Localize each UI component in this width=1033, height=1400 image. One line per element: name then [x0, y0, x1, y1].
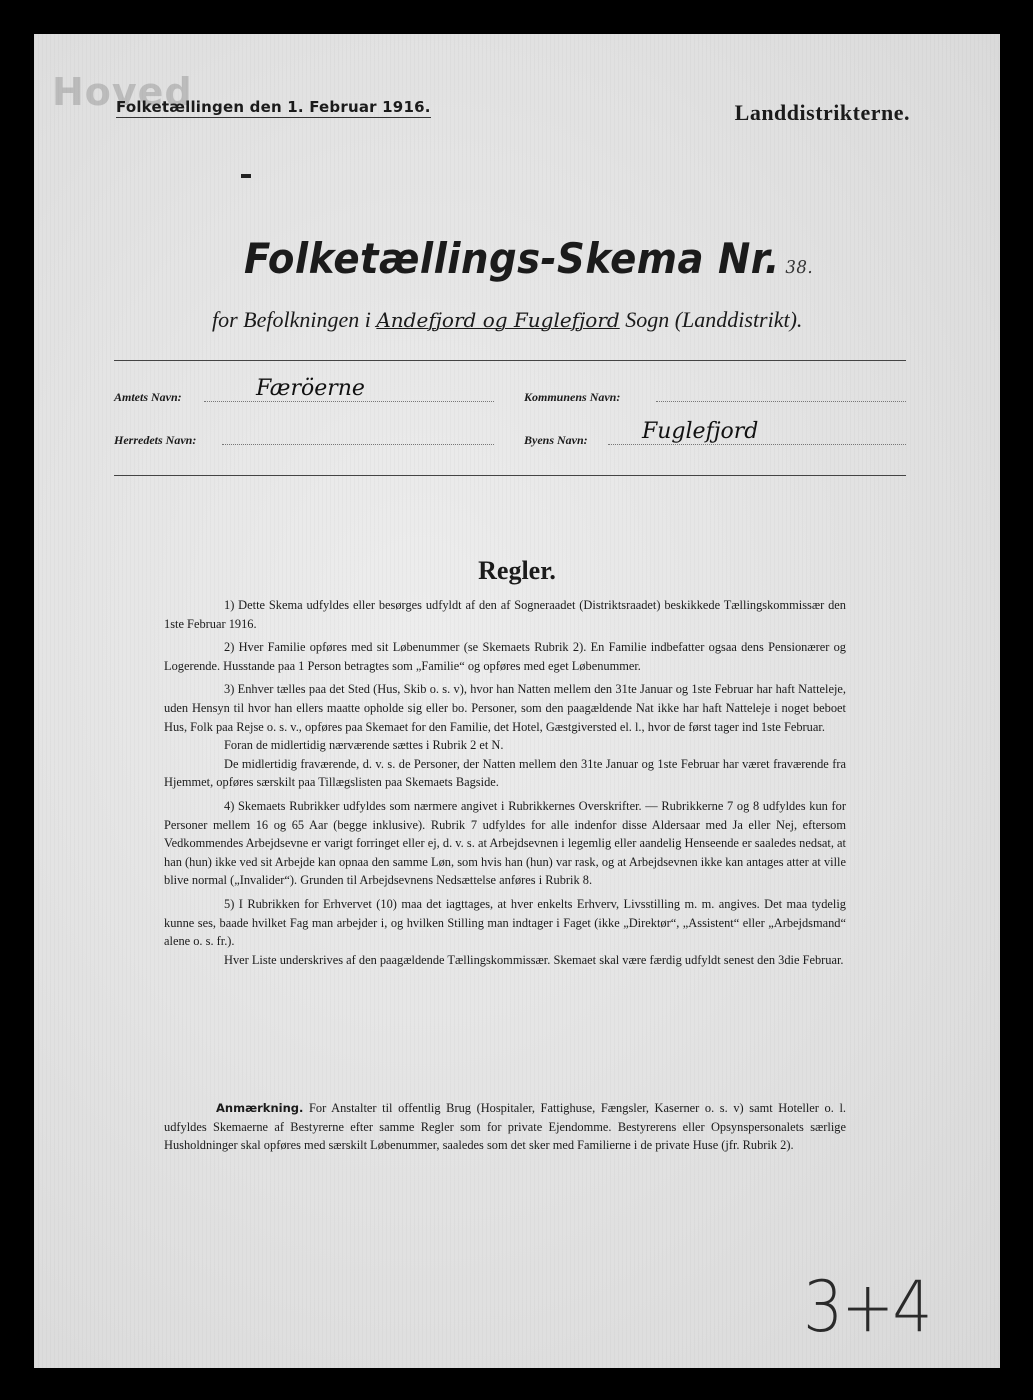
rules-title: Regler. [478, 556, 556, 585]
rule-paragraph: 1) Dette Skema udfyldes eller besørges udfyldt af den af Sogneraadet (Distriktsraadet) beskikkede Tællingskommissær den 1ste Februar 1916. [164, 598, 846, 631]
district-type-header: Landdistrikterne. [734, 100, 910, 125]
rule-paragraph: 3) Enhver tælles paa det Sted (Hus, Skib o. s. v), hvor han Natten mellem den 31te Januar og 1ste Februar har haft Natteleje, uden Hensyn til hvor han ellers maatte opholde sig eller bo. Personer, som den paagældende Nat ikke har haft Natteleje i noget beboet Hus, Folk paa Rejse o. s. v., opføres paa Skemaet for den Familie, det Hotel, Gæstgiversted el. l., hvor de først tager ind 1ste Februar. [164, 682, 846, 734]
pencil-annotation: 3+4 [803, 1266, 931, 1348]
census-date-header: Folketællingen den 1. Februar 1916. [116, 98, 431, 116]
ink-mark [241, 174, 251, 178]
rule-paragraph: 4) Skemaets Rubrikker udfyldes som nærmere angivet i Rubrikkernes Overskrifter. — Rubrikkerne 7 og 8 udfyldes kun for Personer mellem 16 og 65 Aar (begge inklusive). Rubrik 7 udfyldes for alle indenfor disse Aldersaar med Ja eller Nej, eftersom Vedkommendes Arbejdsevne er varigt forringet eller ej, d. v. s. at Arbejdsevnen i legemlig eller aandelig Henseende er saaledes nedsat, at han (hun) ikke ved sit Arbejde kan opnaa den samme Løn, som hvis han (hun) var rask, og at Arbejdsevnen ikke kan antages atter at ville blive normal („Invalider“). Grunden til Arbejdsevnens Nedsættelse anføres i Rubrik 8. [164, 798, 846, 888]
herred-label: Herredets Navn: [114, 433, 197, 447]
amt-value: Færöerne [256, 376, 365, 401]
rule-paragraph: De midlertidig fraværende, d. v. s. de Personer, der Natten mellem den 31te Januar og 1ste Februar har været fraværende fra Hjemmet, opføres særskilt paa Tillægslisten paa Skemaets Bagside. [164, 756, 846, 790]
hoved-stamp: Hoved [52, 70, 193, 114]
census-form-page [34, 34, 1000, 1368]
remark-label: Anmærkning. [216, 1101, 304, 1115]
divider-bottom [114, 475, 906, 476]
rule-paragraph: Foran de midlertidig nærværende sættes i Rubrik 2 et N. [224, 738, 504, 753]
amt-line [204, 401, 494, 402]
subtitle-suffix: Sogn (Landdistrikt). [625, 307, 803, 332]
rules-body [164, 596, 846, 974]
amt-label: Amtets Navn: [114, 390, 182, 404]
herred-line [222, 444, 494, 445]
kommune-label: Kommunens Navn: [524, 390, 621, 404]
remark-text: For Anstalter til offentlig Brug (Hospitaler, Fattighuse, Fængsler, Kaserner o. s. v) samt Hoteller o. l. udfyldes Skemaerne af Bestyrerne efter samme Regler som for private Ejendomme. Bestyrerens eller Opsynspersonalets særlige Husholdninger skal opføres med særskilt Løbenummer, saaledes som det sker med Familierne i de private Huse (jfr. Rubrik 2). [164, 1101, 846, 1153]
kommune-line [656, 401, 906, 402]
divider-top [114, 360, 906, 361]
by-value: Fuglefjord [642, 419, 759, 444]
form-title-text: Folketællings-Skema Nr. [244, 234, 780, 283]
parish-name: Andefjord og Fuglefjord [376, 308, 620, 332]
by-line [608, 444, 906, 445]
subtitle-prefix: for Befolkningen i [212, 307, 371, 332]
by-label: Byens Navn: [524, 433, 588, 447]
rule-paragraph: Hver Liste underskrives af den paagældende Tællingskommissær. Skemaet skal være færdig udfyldt senest den 3die Februar. [224, 952, 844, 967]
form-number: 38. [785, 257, 814, 278]
form-subtitle [212, 307, 802, 333]
form-title [244, 234, 813, 283]
remark-paragraph [164, 1099, 846, 1155]
rule-paragraph: 2) Hver Familie opføres med sit Løbenummer (se Skemaets Rubrik 2). En Familie indbefatter ogsaa dens Pensionærer og Logerende. Husstande paa 1 Person betragtes som „Familie“ og opføres med eget Løbenummer. [164, 640, 846, 673]
rule-paragraph: 5) I Rubrikken for Erhvervet (10) maa det iagttages, at hver enkelts Erhverv, Livsstilling m. m. angives. Det maa tydelig kunne ses, baade hvilket Fag man arbejder i, og hvilken Stilling man indtager i Faget (ikke „Direktør“, „Assistent“ eller „Arbejdsmand“ alene o. s. fr.). [164, 896, 846, 949]
